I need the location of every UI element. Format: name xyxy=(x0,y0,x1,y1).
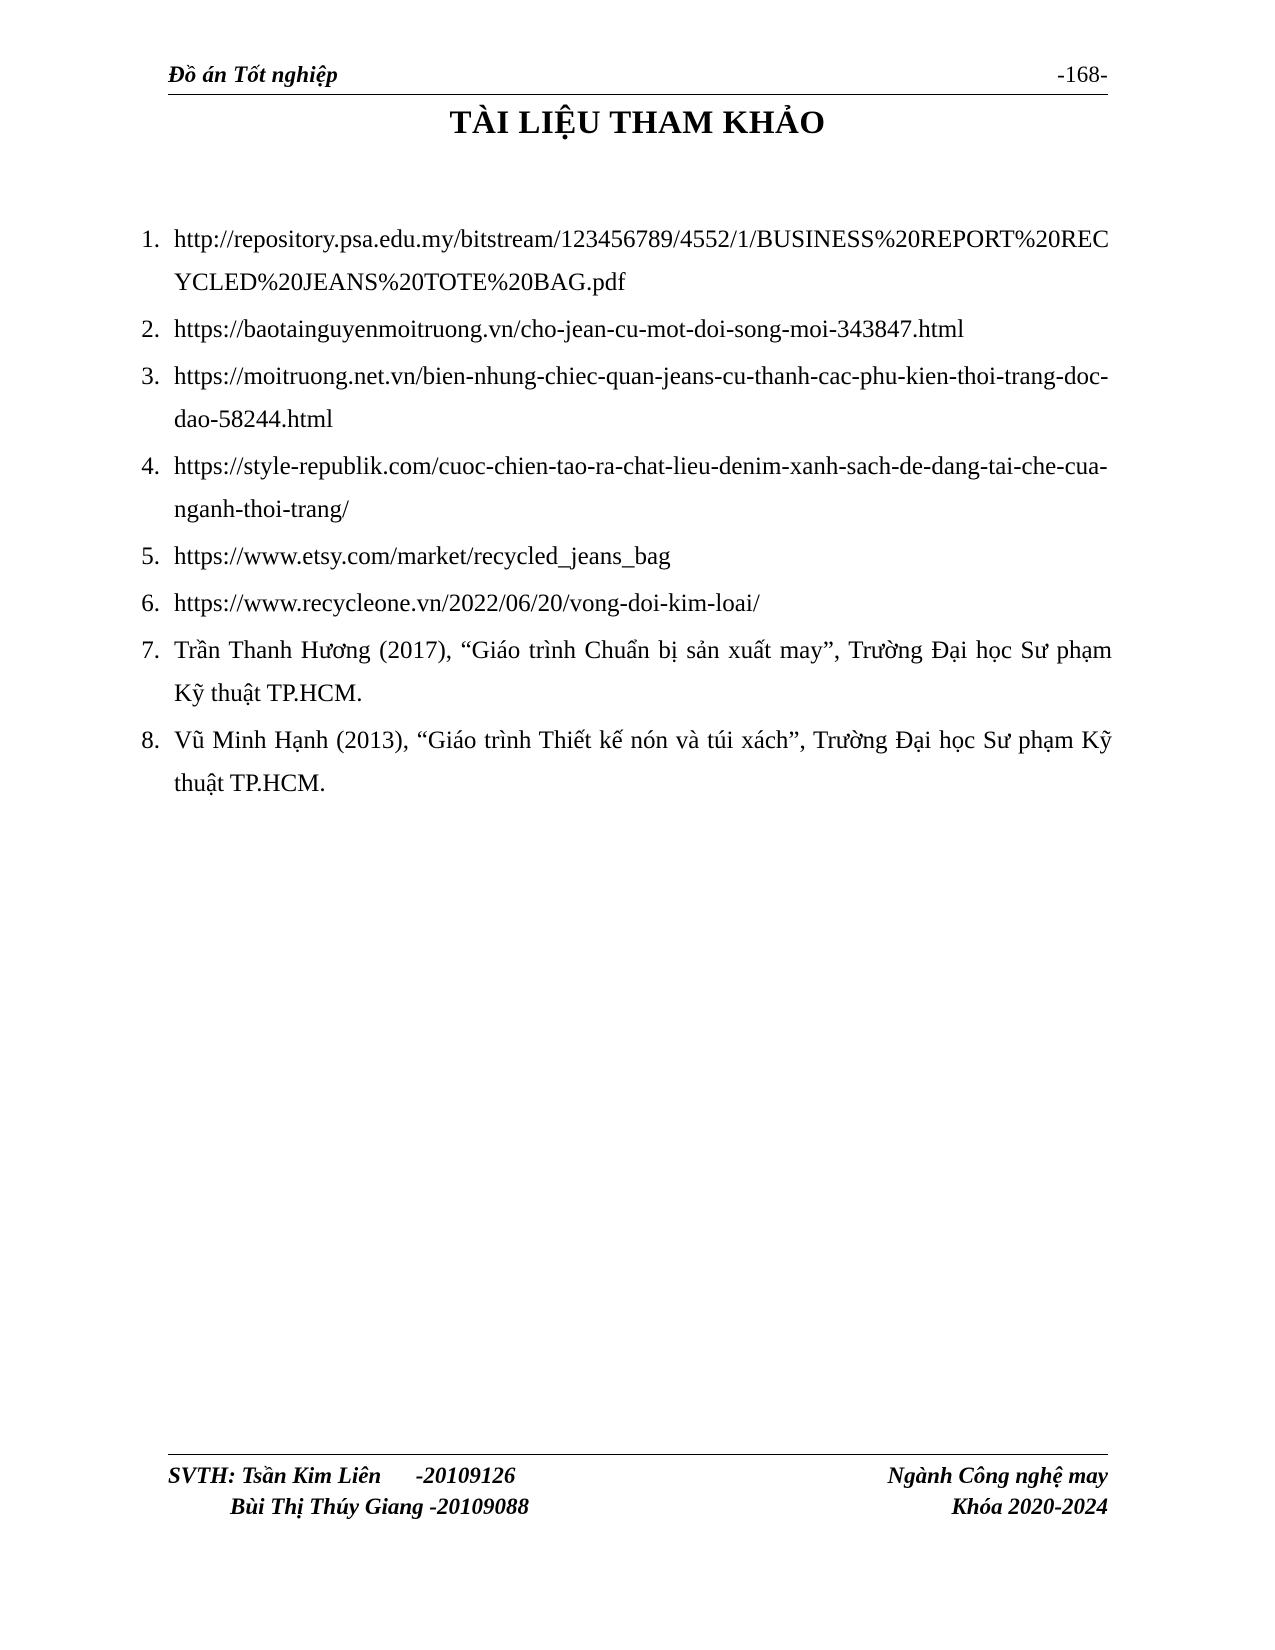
footer-major: Ngành Công nghệ may xyxy=(887,1462,1108,1488)
header-document-title: Đồ án Tốt nghiệp xyxy=(168,62,338,87)
reference-number: 5. xyxy=(141,543,160,570)
reference-text: https://moitruong.net.vn/bien-nhung-chiec-quan-jeans-cu-thanh-cac-phu-kien-thoi-trang-doc-dao-58244.html xyxy=(174,363,1109,433)
reference-number: 2. xyxy=(141,316,160,343)
footer-row-first xyxy=(168,1460,1108,1491)
list-item xyxy=(132,308,1112,351)
page-header xyxy=(168,62,1108,95)
reference-text: https://www.recycleone.vn/2022/06/20/vong-doi-kim-loai/ xyxy=(174,590,760,617)
reference-number: 3. xyxy=(141,363,160,390)
list-item xyxy=(132,629,1112,715)
footer-student-line-1: SVTH: Tsần Kim Liên -20109126 xyxy=(168,1462,516,1488)
list-item xyxy=(132,355,1112,441)
reference-text: https://www.etsy.com/market/recycled_jeans_bag xyxy=(174,543,671,570)
list-item xyxy=(132,719,1112,805)
footer-student-line-2: Bùi Thị Thúy Giang -20109088 xyxy=(230,1493,530,1519)
reference-number: 7. xyxy=(141,637,160,664)
list-item xyxy=(132,445,1112,531)
page-title: TÀI LIỆU THAM KHẢO xyxy=(449,105,826,141)
list-item xyxy=(132,582,1112,625)
reference-list xyxy=(132,218,1112,809)
list-item xyxy=(132,218,1112,304)
reference-number: 1. xyxy=(141,226,160,253)
reference-number: 6. xyxy=(141,590,160,617)
header-page-number: -168- xyxy=(1057,62,1108,87)
footer-course-year: Khóa 2020-2024 xyxy=(951,1493,1108,1519)
reference-number: 4. xyxy=(141,453,160,480)
reference-text: https://baotainguyenmoitruong.vn/cho-jean-cu-mot-doi-song-moi-343847.html xyxy=(174,316,965,343)
reference-number: 8. xyxy=(141,727,160,754)
footer-row-second xyxy=(168,1491,1108,1522)
reference-text: http://repository.psa.edu.my/bitstream/123456789/4552/1/BUSINESS%20REPORT%20RECYCLED%20JEANS%20TOTE%20BAG.pdf xyxy=(174,226,1110,296)
page-footer xyxy=(168,1454,1108,1522)
reference-text: Trần Thanh Hương (2017), “Giáo trình Chuẩn bị sản xuất may”, Trường Đại học Sư phạm Kỹ thuật TP.HCM. xyxy=(174,637,1112,707)
reference-text: https://style-republik.com/cuoc-chien-tao-ra-chat-lieu-denim-xanh-sach-de-dang-tai-che-cua-nganh-thoi-trang/ xyxy=(174,453,1108,523)
list-item xyxy=(132,535,1112,578)
reference-text: Vũ Minh Hạnh (2013), “Giáo trình Thiết kế nón và túi xách”, Trường Đại học Sư phạm Kỹ thuật TP.HCM. xyxy=(174,727,1112,797)
